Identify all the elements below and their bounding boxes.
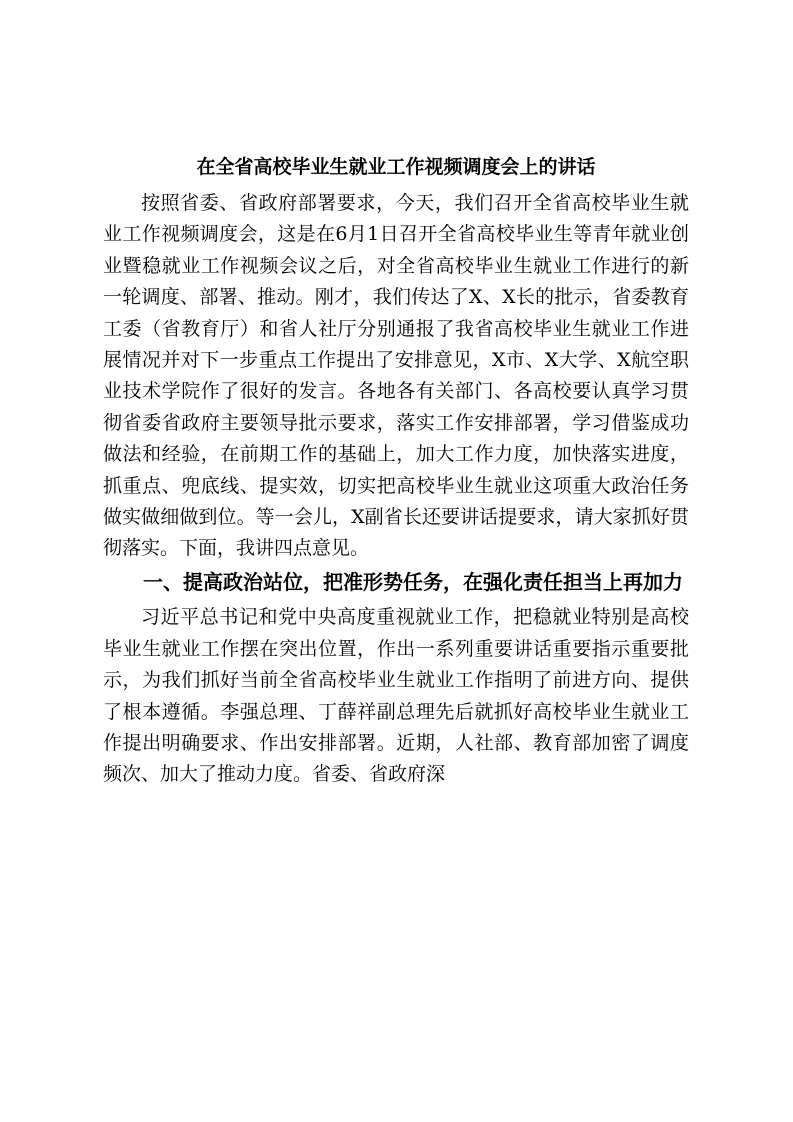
document-title: 在全省高校毕业生就业工作视频调度会上的讲话	[196, 156, 596, 178]
section-heading-1: 一、提高政治站位，把准形势任务，在强化责任担当上再加力	[143, 569, 683, 594]
intro-paragraph: 按照省委、省政府部署要求，今天，我们召开全省高校毕业生就业工作视频调度会，这是在6月1日召开全省高校毕业生等青年就业创业暨稳就业工作视频会议之后，对全省高校毕业生就业工作进行的新一轮调度、部署、推动。刚才，我们传达了X、X长的批示，省委教育工委（省教育厅）和省人社厅分别通报了我省高校毕业生就业工作进展情况并对下一步重点工作提出了安排意见，X市、X大学、X航空职业技术学院作了很好的发言。各地各有关部门、各高校要认真学习贯彻省委省政府主要领导批示要求，落实工作安排部署，学习借鉴成功做法和经验，在前期工作的基础上，加大工作力度，加快落实进度，抓重点、兜底线、提实效，切实把高校毕业生就业这项重大政治任务做实做细做到位。等一会儿，X副省长还要讲话提要求，请大家抓好贯彻落实。下面，我讲四点意见。	[103, 192, 689, 560]
section-1-paragraph: 习近平总书记和党中央高度重视就业工作，把稳就业特别是高校毕业生就业工作摆在突出位置，作出一系列重要讲话重要指示重要批示，为我们抓好当前全省高校毕业生就业工作指明了前进方向、提供了根本遵循。李强总理、丁薛祥副总理先后就抓好高校毕业生就业工作提出明确要求、作出安排部署。近期，人社部、教育部加密了调度频次、加大了推动力度。省委、省政府深	[103, 606, 689, 786]
document-body	[103, 154, 689, 791]
